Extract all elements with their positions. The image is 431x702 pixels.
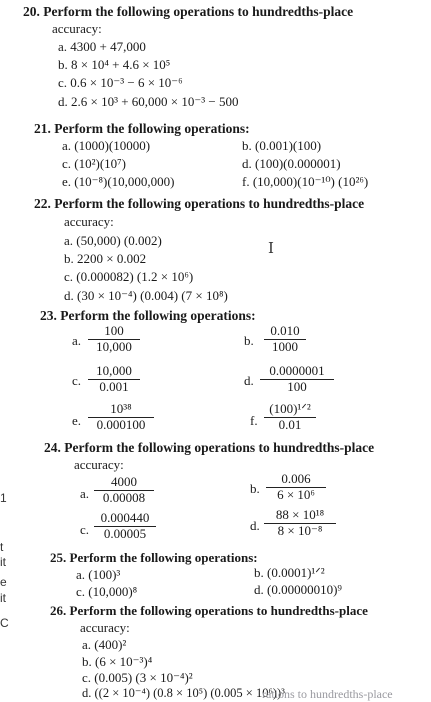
problem-24-heading: 24. Perform the following operations to hundredths-place xyxy=(44,440,375,455)
edge-char: t xyxy=(0,540,4,554)
fraction-denominator: 0.00008 xyxy=(94,490,154,506)
edge-char: e xyxy=(0,575,7,589)
edge-char: it xyxy=(0,591,6,605)
problem-23-f-fraction xyxy=(264,402,316,433)
problem-22-heading: 22. Perform the following operations to hundredths-place xyxy=(34,196,365,211)
problem-25-a: a. (100)³ xyxy=(76,567,121,582)
fraction-numerator: 10,000 xyxy=(96,363,132,378)
fraction-denominator: 0.00005 xyxy=(94,526,156,542)
fraction-denominator: 6 × 10⁶ xyxy=(266,487,326,503)
edge-char: C xyxy=(0,616,9,630)
fraction-denominator: 1000 xyxy=(264,339,306,355)
fraction-numerator: 4000 xyxy=(111,474,137,489)
problem-24-d-label: d. xyxy=(250,518,260,533)
problem-20-d: d. 2.6 × 10³ + 60,000 × 10⁻³ − 500 xyxy=(58,94,239,109)
fraction-denominator: 100 xyxy=(260,379,334,395)
problem-25-heading: 25. Perform the following operations: xyxy=(50,550,258,565)
cut-off-footer-text: rations to hundredths-place xyxy=(262,687,393,701)
problem-22-c: c. (0.000082) (1.2 × 10⁶) xyxy=(64,269,194,284)
edge-char: 1 xyxy=(0,491,7,505)
problem-24-a-fraction xyxy=(94,475,154,506)
text-cursor-icon: I xyxy=(268,239,274,257)
problem-23-d-fraction xyxy=(260,364,334,395)
problem-21-c: c. (10²)(10⁷) xyxy=(62,156,127,171)
fraction-denominator: 0.01 xyxy=(264,417,316,433)
fraction-numerator: 10³⁸ xyxy=(110,401,132,416)
problem-26-cont: accuracy: xyxy=(80,620,130,635)
problem-22-d: d. (30 × 10⁻⁴) (0.004) (7 × 10⁸) xyxy=(64,288,228,303)
problem-24-d-fraction xyxy=(264,508,336,539)
problem-23-e-label: e. xyxy=(72,413,82,428)
fraction-numerator: 0.010 xyxy=(270,323,300,338)
problem-20-cont: accuracy: xyxy=(52,21,102,36)
fraction-numerator: 0.0000001 xyxy=(269,363,325,378)
problem-21-d: d. (100)(0.000001) xyxy=(242,156,341,171)
problem-24-cont: accuracy: xyxy=(74,457,124,472)
problem-26-a: a. (400)² xyxy=(82,637,127,652)
problem-24-b-fraction xyxy=(266,472,326,503)
fraction-denominator: 8 × 10⁻⁸ xyxy=(264,523,336,539)
problem-21-heading: 21. Perform the following operations: xyxy=(34,121,250,136)
problem-21-e: e. (10⁻⁸)(10,000,000) xyxy=(62,174,175,189)
fraction-numerator: 88 × 10¹⁸ xyxy=(275,507,325,522)
edge-char: it xyxy=(0,555,6,569)
problem-22-a: a. (50,000) (0.002) xyxy=(64,233,162,248)
fraction-denominator: 10,000 xyxy=(88,339,140,355)
problem-25-b: b. (0.0001)¹ᐟ² xyxy=(254,565,325,580)
problem-20-b: b. 8 × 10⁴ + 4.6 × 10⁵ xyxy=(58,57,171,72)
problem-20-c: c. 0.6 × 10⁻³ − 6 × 10⁻⁶ xyxy=(58,75,183,90)
fraction-numerator: (100)¹ᐟ² xyxy=(269,401,311,416)
problem-25-d: d. (0.00000010)⁹ xyxy=(254,582,342,597)
problem-21-f: f. (10,000)(10⁻¹⁰) (10²⁶) xyxy=(242,174,369,189)
problem-22-b: b. 2200 × 0.002 xyxy=(64,251,147,266)
problem-23-b-label: b. xyxy=(244,333,254,348)
problem-25-c: c. (10,000)⁸ xyxy=(76,584,138,599)
problem-23-c-fraction xyxy=(88,364,140,395)
problem-23-a-fraction xyxy=(88,324,140,355)
problem-23-c-label: c. xyxy=(72,373,82,388)
problem-23-f-label: f. xyxy=(250,413,258,428)
problem-23-d-label: d. xyxy=(244,373,254,388)
problem-21-a: a. (1000)(10000) xyxy=(62,138,151,153)
problem-23-e-fraction xyxy=(88,402,154,433)
problem-24-b-label: b. xyxy=(250,481,260,496)
problem-26-b: b. (6 × 10⁻³)⁴ xyxy=(82,654,153,669)
problem-24-c-fraction xyxy=(94,511,156,542)
problem-22-cont: accuracy: xyxy=(64,214,114,229)
fraction-numerator: 100 xyxy=(104,323,124,338)
problem-26-heading: 26. Perform the following operations to hundredths-place xyxy=(50,603,368,618)
problem-23-b-fraction xyxy=(264,324,306,355)
problem-26-c: c. (0.005) (3 × 10⁻⁴)² xyxy=(82,670,193,685)
problem-21-b: b. (0.001)(100) xyxy=(242,138,322,153)
problem-23-heading: 23. Perform the following operations: xyxy=(40,308,256,323)
problem-24-c-label: c. xyxy=(80,522,90,537)
problem-20-heading: 20. Perform the following operations to hundredths-place xyxy=(23,4,354,19)
fraction-numerator: 0.006 xyxy=(281,471,311,486)
problem-20-a: a. 4300 + 47,000 xyxy=(58,39,146,54)
fraction-denominator: 0.000100 xyxy=(88,417,154,433)
problem-23-a-label: a. xyxy=(72,333,82,348)
problem-24-a-label: a. xyxy=(80,486,90,501)
fraction-denominator: 0.001 xyxy=(88,379,140,395)
problem-26-d: d. ((2 × 10⁻⁴) (0.8 × 10⁵) (0.005 × 10⁶))³ xyxy=(82,686,285,700)
fraction-numerator: 0.000440 xyxy=(100,510,150,525)
